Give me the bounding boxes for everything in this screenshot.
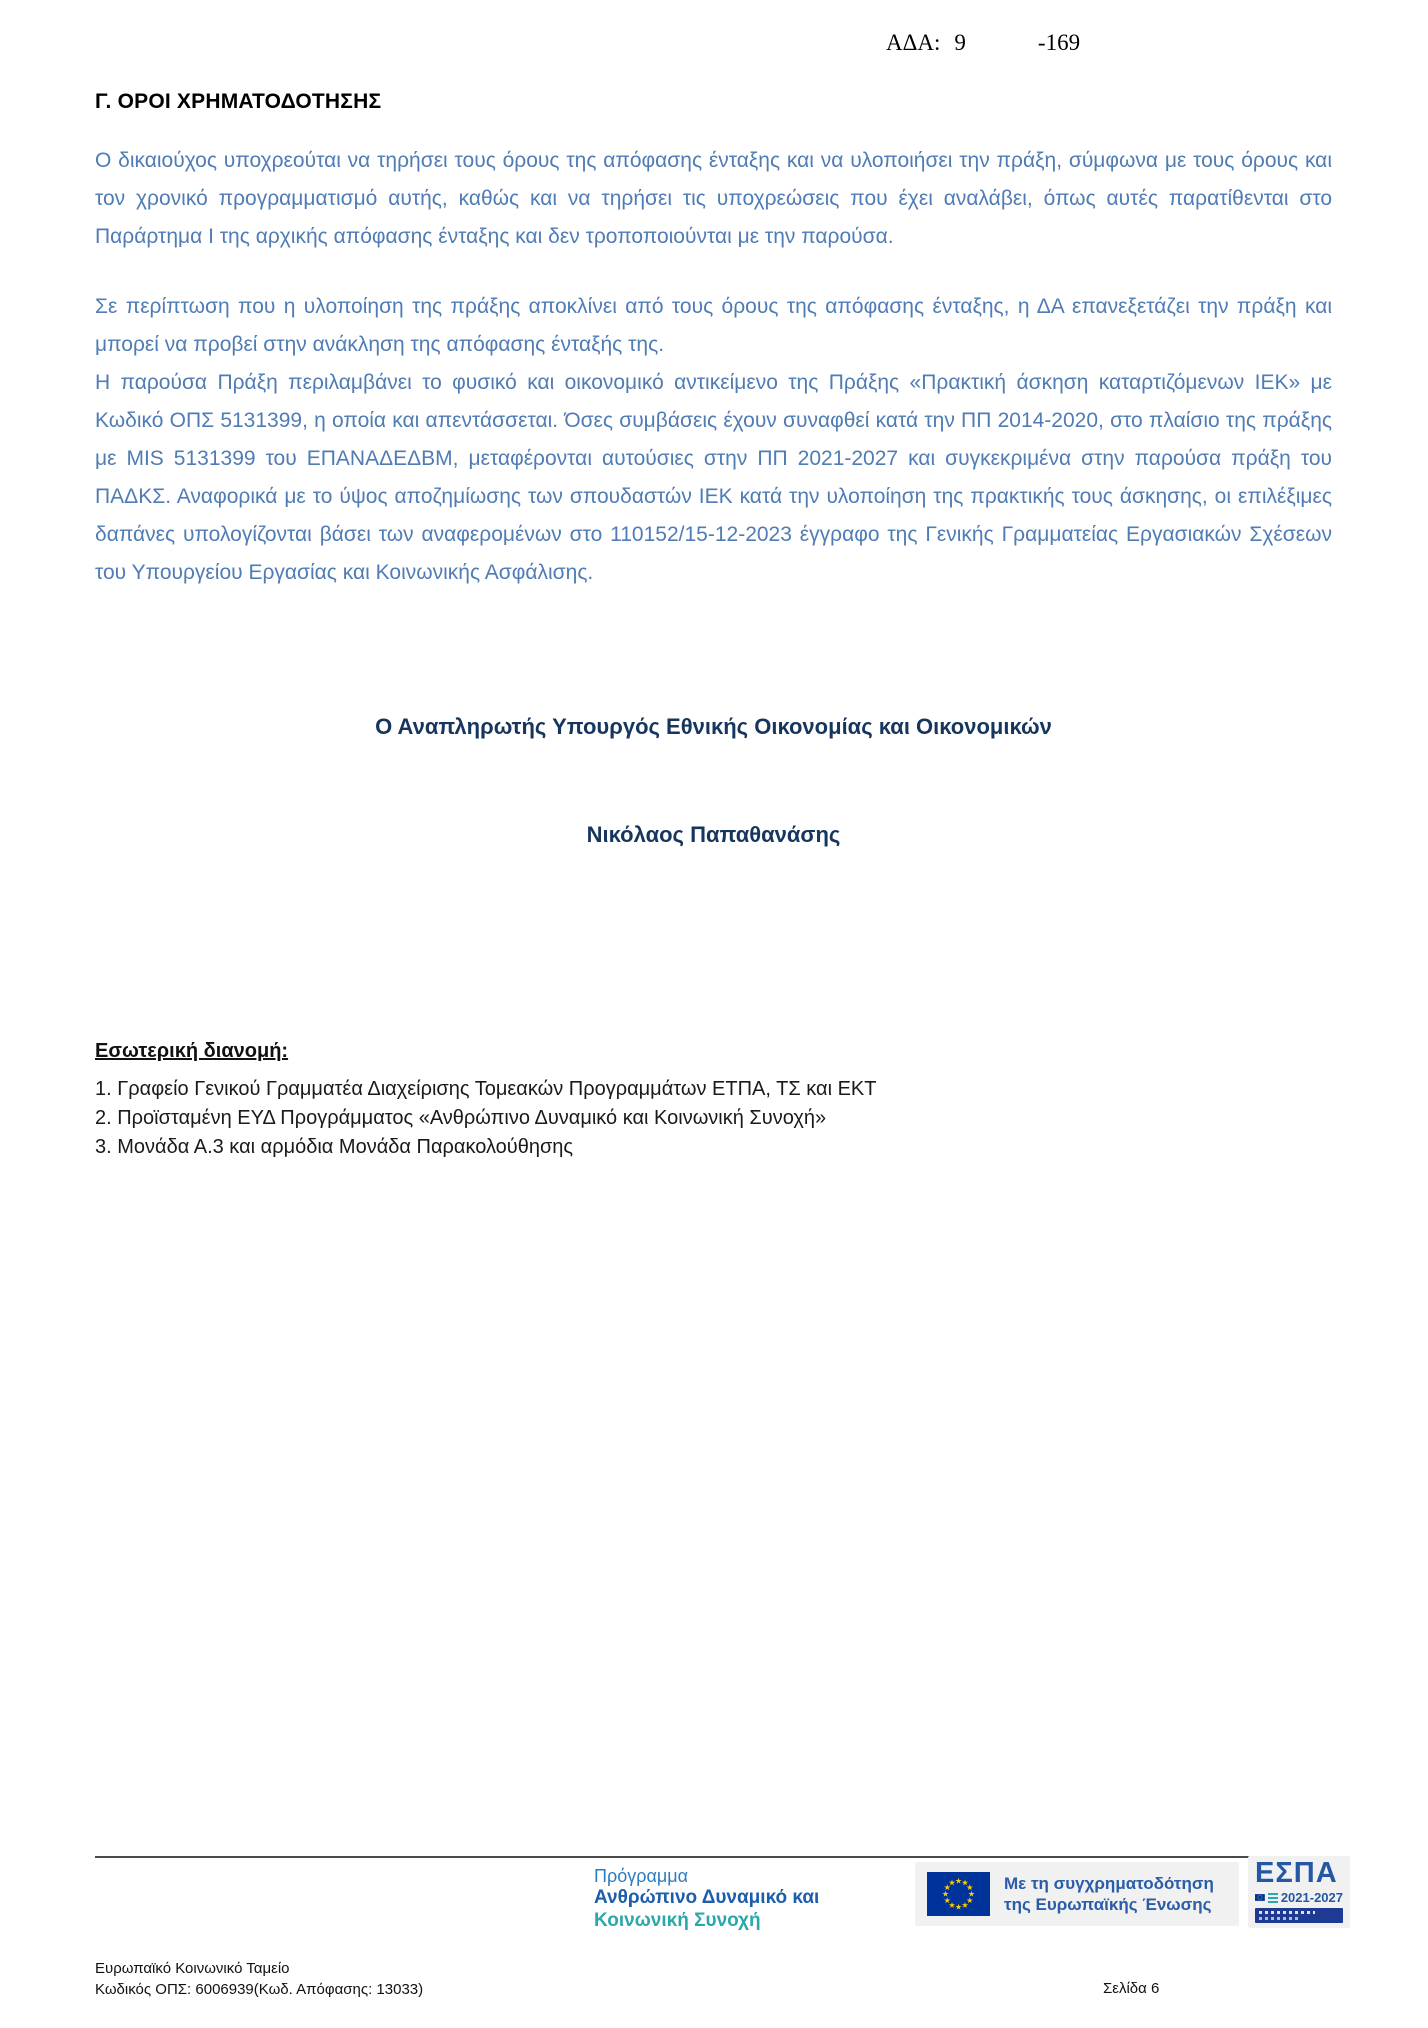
espa-stripes-icon	[1268, 1893, 1278, 1903]
program-logo-line2: Ανθρώπινο Δυναμικό και	[594, 1887, 820, 1909]
espa-years: 2021-2027	[1280, 1890, 1343, 1905]
ops-code-line: Κωδικός ΟΠΣ: 6006939(Κωδ. Απόφασης: 13033)	[95, 1981, 424, 1998]
eu-flag-mini-icon	[1255, 1892, 1265, 1903]
eu-cofunding-logo	[915, 1862, 1239, 1926]
fund-name: Ευρωπαϊκό Κοινωνικό Ταμείο	[95, 1960, 290, 1977]
internal-distribution-list	[95, 1075, 1332, 1162]
internal-distribution-heading: Εσωτερική διανομή:	[95, 1040, 289, 1062]
signatory-title: Ο Αναπληρωτής Υπουργός Εθνικής Οικονομίας και Οικονομικών	[375, 714, 1052, 739]
list-item: 1. Γραφείο Γενικού Γραμματέα Διαχείρισης Τομεακών Προγραμμάτων ΕΤΠΑ, ΤΣ και ΕΚΤ	[95, 1078, 877, 1100]
eu-cofunding-text	[1004, 1873, 1214, 1916]
eu-cofunding-line2: της Ευρωπαϊκής Ένωσης	[1004, 1895, 1212, 1914]
ada-value-right: -169	[1037, 30, 1081, 55]
program-logo	[594, 1866, 819, 1932]
espa-wordmark: ΕΣΠΑ	[1255, 1857, 1338, 1889]
espa-logo	[1248, 1856, 1350, 1928]
espa-tagline-bar	[1255, 1908, 1343, 1923]
paragraph: Σε περίπτωση που η υλοποίηση της πράξης αποκλίνει από τους όρους της απόφασης ένταξης, η ΔΑ επανεξετάζει την πράξη και μπορεί να προβεί στην ανάκληση της απόφασης ένταξής της.	[95, 295, 1332, 356]
eu-flag-icon	[927, 1872, 990, 1916]
eu-cofunding-line1: Με τη συγχρηματοδότηση	[1004, 1873, 1214, 1893]
espa-period-row	[1255, 1890, 1343, 1905]
section-heading: Γ. ΟΡΟΙ ΧΡΗΜΑΤΟΔΟΤΗΣΗΣ	[95, 90, 382, 113]
ada-value-left: 9	[954, 30, 966, 55]
page-number: Σελίδα 6	[1103, 1980, 1160, 1997]
footer-divider	[95, 1856, 1332, 1858]
ada-prefix: ΑΔΑ:	[886, 30, 941, 55]
signatory-name: Νικόλαος Παπαθανάσης	[586, 822, 841, 847]
list-item: 3. Μονάδα Α.3 και αρμόδια Μονάδα Παρακολούθησης	[95, 1136, 574, 1158]
ada-code	[886, 30, 1080, 56]
program-logo-line1: Πρόγραμμα	[594, 1866, 689, 1886]
document-body	[95, 90, 1332, 1162]
footer-left-text	[95, 1958, 423, 2000]
program-logo-line3: Κοινωνική Συνοχή	[594, 1909, 761, 1931]
list-item: 2. Προϊσταμένη ΕΥΔ Προγράμματος «Ανθρώπινο Δυναμικό και Κοινωνική Συνοχή»	[95, 1107, 827, 1129]
paragraph: Η παρούσα Πράξη περιλαμβάνει το φυσικό και οικονομικό αντικείμενο της Πράξης «Πρακτική άσκηση καταρτιζόμενων ΙΕΚ» με Κωδικό ΟΠΣ 5131399, η οποία και απεντάσσεται. Όσες συμβάσεις έχουν συναφθεί κατά την ΠΠ 2014-2020, στο πλαίσιο της πράξης με MIS 5131399 του ΕΠΑΝΑΔΕΔΒΜ, μεταφέρονται αυτούσιες στην ΠΠ 2021-2027 και συγκεκριμένα στην παρούσα πράξη του ΠΑΔΚΣ. Αναφορικά με το ύψος αποζημίωσης των σπουδαστών ΙΕΚ κατά την υλοποίηση της πρακτικής τους άσκησης, οι επιλέξιμες δαπάνες υπολογίζονται βάσει των αναφερομένων στο 110152/15-12-2023 έγγραφο της Γενικής Γραμματείας Εργασιακών Σχέσεων του Υπουργείου Εργασίας και Κοινωνικής Ασφάλισης.	[95, 371, 1332, 584]
paragraph: Ο δικαιούχος υποχρεούται να τηρήσει τους όρους της απόφασης ένταξης και να υλοποιήσει την πράξη, σύμφωνα με τους όρους και τον χρονικό προγραμματισμό αυτής, καθώς και να τηρήσει τις υποχρεώσεις που έχει αναλάβει, όπως αυτές παρατίθενται στο Παράρτημα Ι της αρχικής απόφασης ένταξης και δεν τροποποιούνται με την παρούσα.	[95, 149, 1332, 248]
